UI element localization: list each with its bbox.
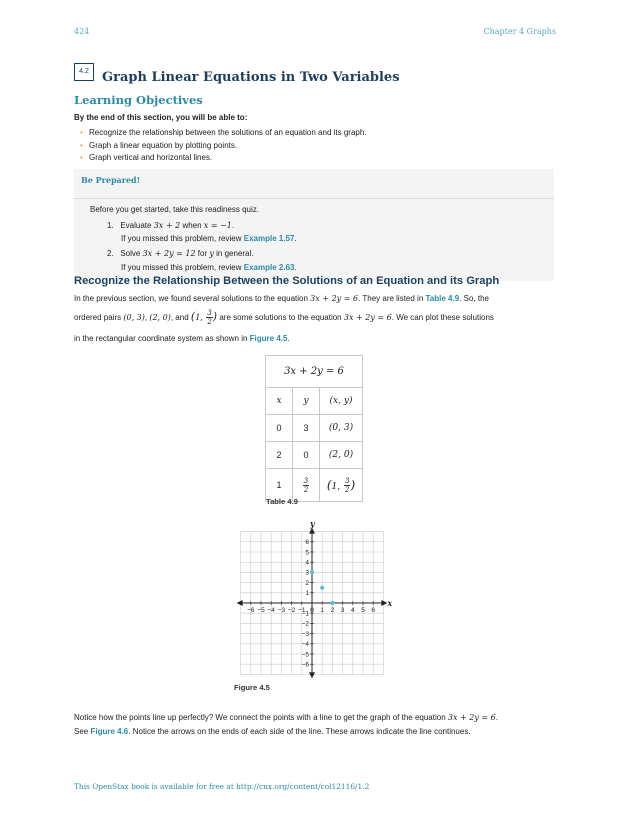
table-title: 3x + 2y = 6 xyxy=(266,356,363,388)
x-tick-label: −1 xyxy=(298,607,306,614)
x-tick-label: 4 xyxy=(350,607,355,614)
coordinate-graph xyxy=(230,515,400,685)
paragraph: ordered pairs (0, 3), (2, 0), and (1, $\frac{3}{2}$ ) are some solutions to the equation 3x + 2y = 6. We can plot these solutions xyxy=(74,308,494,326)
y-tick-label: −4 xyxy=(301,641,309,649)
quiz-question-1-reference: If you missed this problem, review Example 1.57. xyxy=(121,234,297,243)
y-tick-label: −6 xyxy=(301,661,309,669)
y-tick-label: 6 xyxy=(305,539,309,547)
y-tick-label: 5 xyxy=(305,549,309,557)
x-tick-label: −4 xyxy=(267,607,275,614)
objective-item: • Graph a linear equation by plotting points. xyxy=(80,140,367,153)
y-tick-label: 3 xyxy=(305,569,309,577)
y-tick-label: −5 xyxy=(301,651,309,659)
x-tick-label: −3 xyxy=(277,607,286,614)
objectives-intro: By the end of this section, you will be able to: xyxy=(74,113,248,122)
figure-link[interactable]: Figure 4.5 xyxy=(249,334,288,343)
x-tick-label: 1 xyxy=(320,607,325,614)
be-prepared-title: Be Prepared! xyxy=(81,175,141,185)
paragraph: See Figure 4.6. Notice the arrows on the ends of each side of the line. These arrows indicate the line continues. xyxy=(74,727,471,736)
x-tick-label: −2 xyxy=(287,607,296,614)
x-tick-label: 3 xyxy=(340,607,345,614)
table-row: 1 $\frac{3}{2}$ (1, $\frac{3}{2}$ ) xyxy=(266,469,363,502)
example-link[interactable]: Example 1.57 xyxy=(243,234,295,243)
figure-caption: Figure 4.5 xyxy=(234,683,270,692)
y-tick-label: 4 xyxy=(305,559,309,567)
y-tick-label: −2 xyxy=(301,620,309,628)
section-number-badge: 4.2 xyxy=(74,63,94,81)
y-axis-arrow xyxy=(309,672,315,678)
solutions-table xyxy=(265,355,363,502)
data-point xyxy=(330,601,334,605)
objectives-list xyxy=(80,127,367,165)
table-header: (x, y) xyxy=(320,388,363,415)
running-header: Chapter 4 Graphs xyxy=(483,27,556,36)
quiz-question-2-reference: If you missed this problem, review Example 2.63. xyxy=(121,263,297,272)
table-header: y xyxy=(293,388,320,415)
figure-link[interactable]: Figure 4.6 xyxy=(90,727,129,736)
y-axis-label: y xyxy=(310,518,315,529)
subsection-heading: Recognize the Relationship Between the Solutions of an Equation and its Graph xyxy=(74,275,500,287)
learning-objectives-title: Learning Objectives xyxy=(74,93,203,107)
be-prepared-intro: Before you get started, take this readiness quiz. xyxy=(90,205,259,214)
y-tick-label: 1 xyxy=(305,590,309,598)
example-link[interactable]: Example 2.63 xyxy=(243,263,295,272)
table-header: x xyxy=(266,388,293,415)
y-tick-label: 2 xyxy=(305,579,309,587)
quiz-question-2: 2. Solve 3x + 2y = 12 for y in general. xyxy=(107,249,254,258)
data-point xyxy=(320,586,324,590)
x-axis-label: x xyxy=(387,598,393,608)
objective-item: • Graph vertical and horizontal lines. xyxy=(80,152,367,165)
x-tick-label: 6 xyxy=(371,607,376,614)
x-tick-label: 0 xyxy=(310,607,314,614)
x-tick-label: −6 xyxy=(247,607,255,614)
table-caption: Table 4.9 xyxy=(266,497,298,506)
x-tick-label: 2 xyxy=(330,607,335,614)
section-title: Graph Linear Equations in Two Variables xyxy=(102,70,400,85)
x-axis-arrow xyxy=(237,600,243,606)
footer: This OpenStax book is available for free at http://cnx.org/content/col12116/1.2 xyxy=(74,782,370,791)
data-point xyxy=(310,570,314,574)
ordered-pair: (1, $\frac{3}{2}$ ) xyxy=(190,308,218,326)
objective-item: • Recognize the relationship between the solutions of an equation and its graph. xyxy=(80,127,367,140)
x-tick-label: 5 xyxy=(361,607,365,614)
paragraph: In the previous section, we found several solutions to the equation 3x + 2y = 6. They are listed in Table 4.9. So, the xyxy=(74,294,489,303)
paragraph: in the rectangular coordinate system as shown in Figure 4.5. xyxy=(74,334,290,343)
x-tick-label: −5 xyxy=(257,607,265,614)
table-link[interactable]: Table 4.9 xyxy=(425,294,460,303)
page-number: 424 xyxy=(74,27,90,36)
y-tick-label: −1 xyxy=(301,610,309,618)
paragraph: Notice how the points line up perfectly? We connect the points with a line to get the graph of the equation 3x + 2y = 6. xyxy=(74,713,499,722)
table-row: 2 0 (2, 0) xyxy=(266,442,363,469)
y-tick-label: −3 xyxy=(301,630,309,638)
quiz-question-1: 1. Evaluate 3x + 2 when x = −1. xyxy=(107,221,235,230)
divider xyxy=(74,198,554,199)
table-row: 0 3 (0, 3) xyxy=(266,415,363,442)
